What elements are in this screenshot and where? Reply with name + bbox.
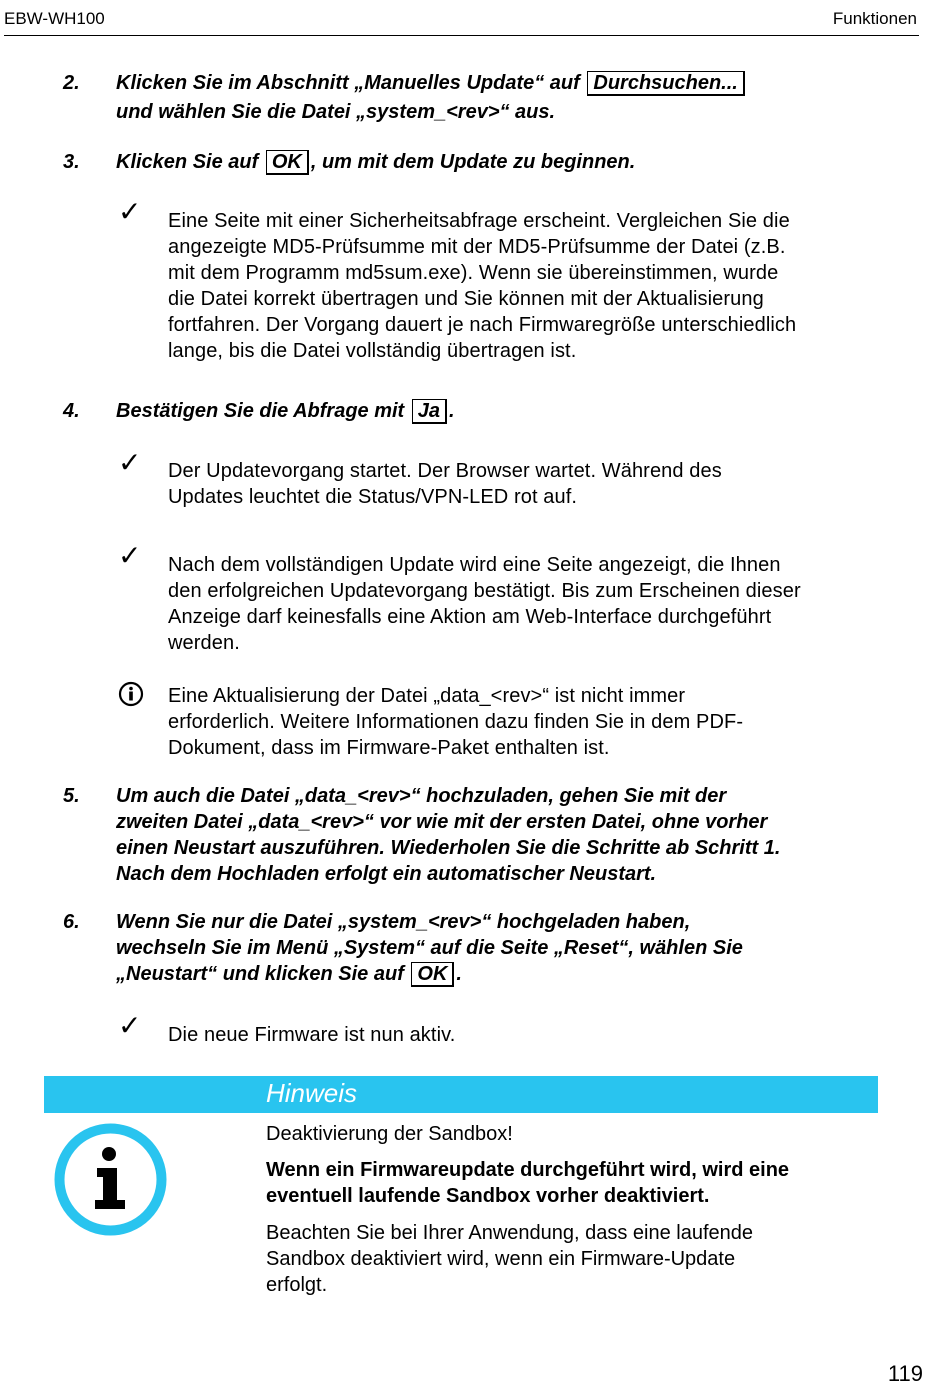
- text-line: lange, bis die Datei vollständig übertragen ist.: [168, 340, 577, 362]
- check-icon: ✓: [118, 446, 142, 479]
- info-paragraph: [168, 683, 743, 761]
- header-product: EBW-WH100: [4, 9, 105, 28]
- note-body: [266, 1220, 753, 1298]
- text-line: mit dem Programm md5sum.exe). Wenn sie übereinstimmen, wurde: [168, 262, 779, 284]
- text-line: Anzeige darf keinesfalls eine Aktion am Web-Interface durchgeführt: [168, 606, 772, 628]
- note-bold-text: [266, 1157, 789, 1209]
- step-number: 5.: [63, 785, 80, 807]
- note-title: Hinweis: [266, 1078, 358, 1108]
- text-line: Eine Seite mit einer Sicherheitsabfrage erscheint. Vergleichen Sie die: [168, 210, 790, 232]
- step-number: 6.: [63, 911, 80, 933]
- step-text: Klicken Sie im Abschnitt „Manuelles Update“ auf: [116, 72, 580, 94]
- text-line: Der Updatevorgang startet. Der Browser wartet. Während des: [168, 460, 722, 482]
- check-icon: ✓: [118, 195, 142, 228]
- text-line: Sandbox deaktiviert wird, wenn ein Firmware-Update: [266, 1248, 736, 1270]
- step-4-line: [116, 398, 455, 424]
- step-6-line-1: Wenn Sie nur die Datei „system_<rev>“ hochgeladen haben,: [116, 911, 691, 933]
- text-line: die Datei korrekt übertragen und Sie können mit der Aktualisierung: [168, 288, 764, 310]
- text-line: werden.: [168, 632, 240, 654]
- step-text: , um mit dem Update zu beginnen.: [310, 151, 636, 173]
- info-icon: [118, 681, 144, 707]
- step-text: „Neustart“ und klicken Sie auf: [116, 963, 404, 985]
- text-line: erforderlich. Weitere Informationen dazu finden Sie in dem PDF-: [168, 711, 744, 733]
- browse-button-label: Durchsuchen...: [587, 71, 744, 96]
- result-paragraph: Die neue Firmware ist nun aktiv.: [168, 1024, 456, 1046]
- step-3-line: [116, 149, 635, 175]
- step-number: 4.: [63, 400, 80, 422]
- step-6-line-3: [116, 961, 462, 987]
- text-line: Updates leuchtet die Status/VPN-LED rot auf.: [168, 486, 578, 508]
- step-number: 3.: [63, 151, 80, 173]
- step-text: .: [456, 963, 462, 985]
- text-line: Beachten Sie bei Ihrer Anwendung, dass eine laufende: [266, 1222, 754, 1244]
- step-text: Bestätigen Sie die Abfrage mit: [116, 400, 405, 422]
- text-line: angezeigte MD5-Prüfsumme mit der MD5-Prüfsumme der Datei (z.B.: [168, 236, 786, 258]
- text-line: Wenn ein Firmwareupdate durchgeführt wird, wird eine: [266, 1159, 790, 1181]
- text-line: Nach dem vollständigen Update wird eine Seite angezeigt, die Ihnen: [168, 554, 781, 576]
- step-number: 2.: [63, 72, 80, 94]
- note-header-bar: [44, 1076, 878, 1113]
- ja-button-label: Ja: [412, 399, 447, 424]
- text-line: Um auch die Datei „data_<rev>“ hochzuladen, gehen Sie mit der: [116, 785, 727, 807]
- text-line: erfolgt.: [266, 1274, 328, 1296]
- page-number: 119: [887, 1361, 923, 1386]
- note-heading: Deaktivierung der Sandbox!: [266, 1123, 513, 1145]
- text-line: zweiten Datei „data_<rev>“ vor wie mit der ersten Datei, ohne vorher: [116, 811, 768, 833]
- step-text: .: [449, 400, 455, 422]
- text-line: eventuell laufende Sandbox vorher deaktiviert.: [266, 1185, 710, 1207]
- header-rule: [4, 35, 919, 36]
- step-text: Klicken Sie auf: [116, 151, 259, 173]
- text-line: Nach dem Hochladen erfolgt ein automatischer Neustart.: [116, 863, 657, 885]
- result-paragraph: [168, 458, 722, 510]
- step-2-line-1: [116, 70, 747, 96]
- ok-button-label: OK: [266, 150, 309, 175]
- result-paragraph: [168, 208, 796, 364]
- text-line: Eine Aktualisierung der Datei „data_<rev>“ ist nicht immer: [168, 685, 686, 707]
- step-2-line-2: und wählen Sie die Datei „system_<rev>“ aus.: [116, 101, 556, 123]
- check-icon: ✓: [118, 539, 142, 572]
- text-line: einen Neustart auszuführen. Wiederholen Sie die Schritte ab Schritt 1.: [116, 837, 781, 859]
- text-line: fortfahren. Der Vorgang dauert je nach Firmwaregröße unterschiedlich: [168, 314, 797, 336]
- check-icon: ✓: [118, 1009, 142, 1042]
- text-line: den erfolgreichen Updatevorgang bestätigt. Bis zum Erscheinen dieser: [168, 580, 801, 602]
- header-section: Funktionen: [832, 9, 917, 28]
- step-5-text: [116, 783, 780, 887]
- ok-button-label: OK: [411, 962, 454, 987]
- text-line: Dokument, dass im Firmware-Paket enthalten ist.: [168, 737, 610, 759]
- result-paragraph: [168, 552, 801, 656]
- info-large-icon: [53, 1122, 168, 1237]
- step-6-line-2: wechseln Sie im Menü „System“ auf die Seite „Reset“, wählen Sie: [116, 937, 743, 959]
